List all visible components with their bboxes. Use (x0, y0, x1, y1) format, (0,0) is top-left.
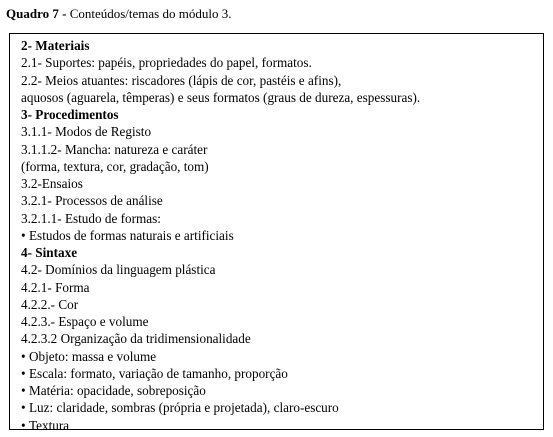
line-text: Matéria: opacidade, sobreposição (29, 383, 206, 398)
line-text: Textura (29, 417, 70, 433)
bullet-icon: • (21, 348, 26, 364)
line-text: 2.1- Suportes: papéis, propriedades do papel, formatos. (21, 55, 312, 71)
bullet-item (21, 382, 543, 399)
section-heading (21, 106, 543, 123)
table-caption (6, 5, 231, 23)
content-line (21, 175, 543, 192)
line-text: 3.2.1.1- Estudo de formas: (21, 210, 161, 226)
line-text: 3.1.1- Modos de Registo (21, 124, 152, 140)
bullet-item (21, 417, 543, 434)
content-line (21, 330, 543, 347)
line-text: Objeto: massa e volume (29, 348, 157, 364)
section-heading (21, 244, 543, 261)
content-line (21, 89, 543, 106)
content-line (21, 123, 543, 140)
bullet-icon: • (21, 227, 26, 243)
line-text: 4.2.3.- Espaço e volume (21, 314, 149, 329)
content-line (21, 210, 543, 227)
line-text: 2.2- Meios atuantes: riscadores (lápis de cor, pastéis e afins), (21, 72, 342, 88)
content-line (21, 158, 543, 175)
content-line (21, 72, 543, 89)
bullet-item (21, 227, 543, 244)
line-text: Estudos de formas naturais e artificiais (29, 227, 234, 243)
bullet-item (21, 348, 543, 365)
content-line (21, 192, 543, 209)
line-text: 3- Procedimentos (21, 107, 119, 122)
line-text: 4.2.3.2 Organização da tridimensionalidade (21, 331, 251, 347)
content-line (21, 313, 543, 330)
section-heading (21, 37, 543, 54)
bullet-item (21, 399, 543, 416)
line-text: Escala: formato, variação de tamanho, proporção (29, 365, 288, 381)
bullet-icon: • (21, 417, 26, 433)
line-text: 4.2.2.- Cor (21, 296, 79, 312)
line-text: (forma, textura, cor, gradação, tom) (21, 158, 209, 174)
line-text: 3.2-Ensaios (21, 176, 83, 191)
line-text: 4.2.1- Forma (21, 279, 90, 295)
content-line (21, 296, 543, 313)
line-text: 3.1.1.2- Mancha: natureza e caráter (21, 141, 208, 157)
line-text: 3.2.1- Processos de análise (21, 193, 163, 209)
bullet-item (21, 365, 543, 382)
line-text: Luz: claridade, sombras (própria e projetada), claro-escuro (29, 400, 339, 416)
line-text: 4.2- Domínios da linguagem plástica (21, 262, 216, 278)
content-line (21, 141, 543, 158)
bullet-icon: • (21, 400, 26, 416)
content-line (21, 279, 543, 296)
caption-text: Conteúdos/temas do módulo 3. (66, 6, 232, 21)
content-line (21, 261, 543, 278)
bullet-icon: • (21, 365, 26, 381)
caption-label: Quadro 7 - (6, 6, 67, 21)
line-text: aquosos (aguarela, têmperas) e seus formatos (graus de dureza, espessuras). (21, 89, 421, 105)
content-line (21, 54, 543, 71)
bullet-icon: • (21, 383, 26, 398)
content-box (9, 33, 544, 433)
line-text: 2- Materiais (21, 38, 90, 53)
line-text: 4- Sintaxe (21, 245, 78, 260)
